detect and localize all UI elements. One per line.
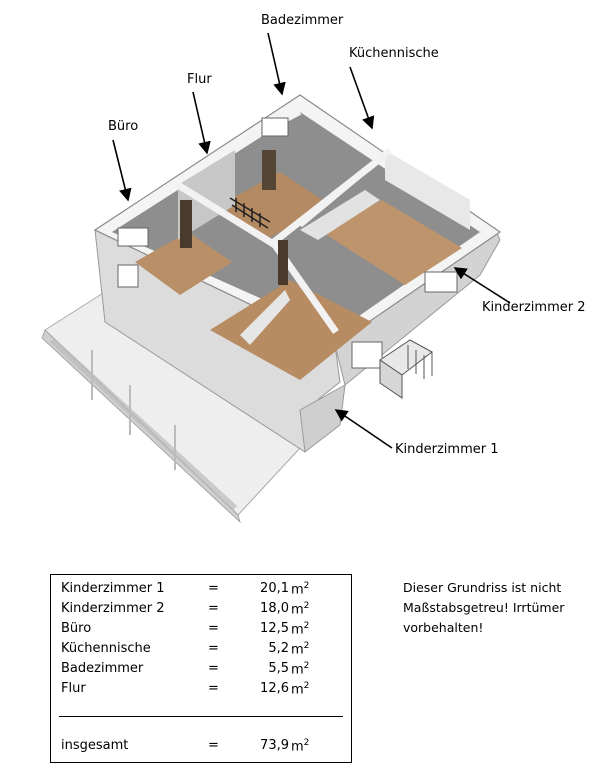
table-row: Badezimmer = 5,5 $m^2$	[61, 661, 310, 678]
label-kinderzimmer-1: Kinderzimmer 1	[395, 442, 499, 457]
table-row: Büro = 12,5 $m^2$	[61, 621, 310, 638]
table-total-row: insgesamt = 73,9 $m^2$	[61, 738, 310, 755]
room-area: 5,5	[268, 661, 289, 676]
arrow-buero	[113, 140, 128, 200]
arrow-badezimmer	[268, 33, 282, 94]
room-name: Küchennische	[61, 641, 151, 656]
table-row: Kinderzimmer 1 = 20,1 $m^2$	[61, 581, 310, 598]
total-label: insgesamt	[61, 738, 129, 753]
table-row: Küchennische = 5,2 $m^2$	[61, 641, 310, 658]
label-badezimmer: Badezimmer	[261, 13, 344, 28]
room-area: 12,5	[260, 621, 289, 636]
table-divider	[59, 716, 343, 717]
label-flur: Flur	[187, 72, 212, 87]
room-name: Flur	[61, 681, 86, 696]
room-name: Kinderzimmer 1	[61, 581, 165, 596]
table-row: Flur = 12,6 $m^2$	[61, 681, 310, 698]
arrow-kuechennische	[350, 67, 372, 128]
label-buero: Büro	[108, 119, 139, 134]
arrow-flur	[193, 92, 207, 153]
room-area: 18,0	[260, 601, 289, 616]
disclaimer-note: Dieser Grundriss ist nicht Maßstabsgetreu! Irrtümer vorbehalten!	[403, 580, 565, 635]
room-name: Kinderzimmer 2	[61, 601, 165, 616]
room-area: 12,6	[260, 681, 289, 696]
door	[278, 240, 288, 285]
room-area: 5,2	[268, 641, 289, 656]
label-kinderzimmer-2: Kinderzimmer 2	[482, 300, 586, 315]
area-table	[50, 574, 352, 763]
arrow-kinderzimmer1	[336, 410, 392, 448]
door	[180, 200, 192, 248]
total-area: 73,9	[260, 738, 289, 753]
room-name: Büro	[61, 621, 92, 636]
door	[262, 150, 276, 190]
table-row: Kinderzimmer 2 = 18,0 $m^2$	[61, 601, 310, 618]
room-name: Badezimmer	[61, 661, 144, 676]
room-area: 20,1	[260, 581, 289, 596]
label-kuechennische: Küchennische	[349, 46, 439, 61]
